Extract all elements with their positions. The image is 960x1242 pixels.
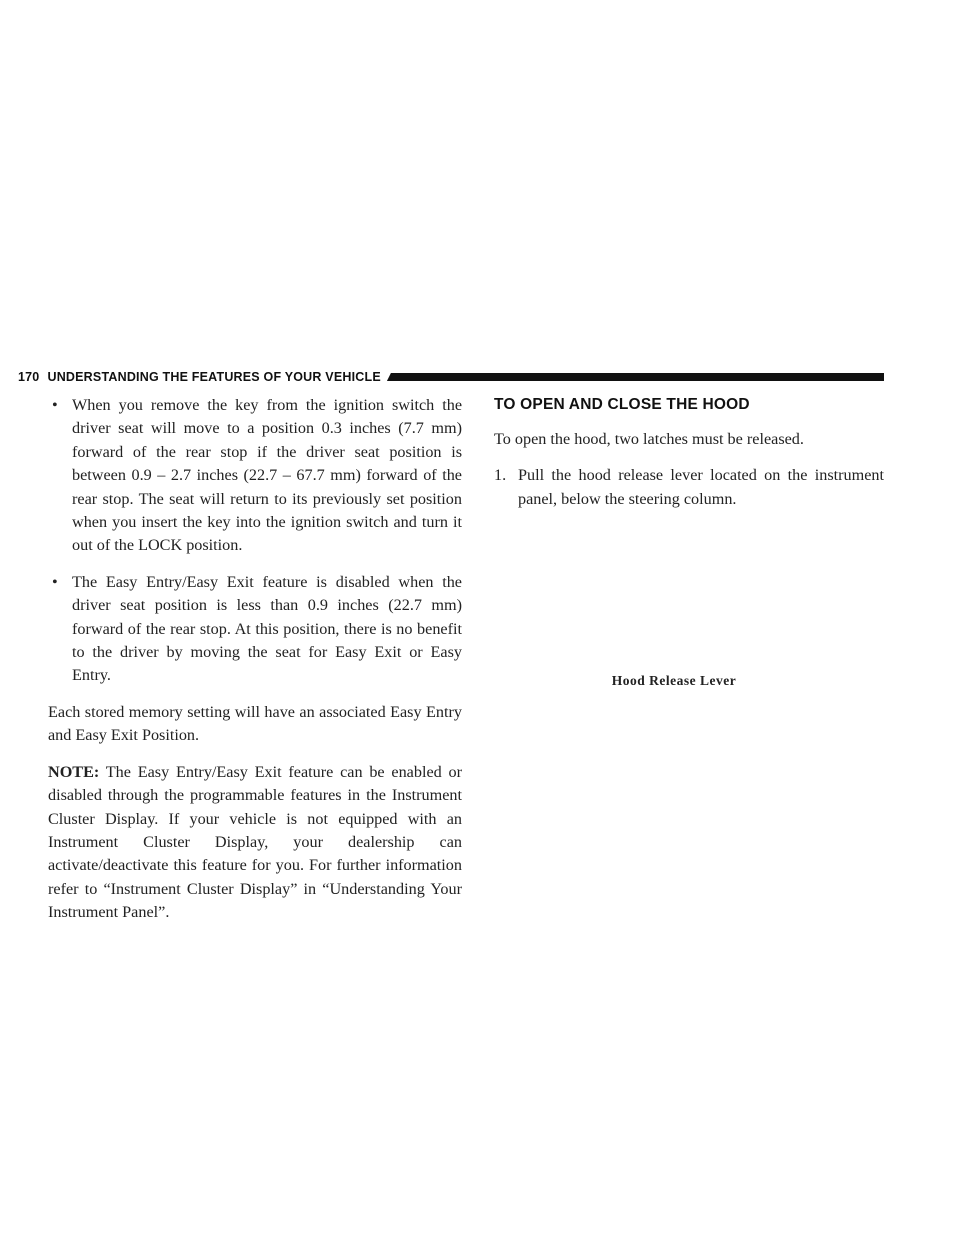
figure-caption: Hood Release Lever — [611, 673, 737, 689]
section-title: UNDERSTANDING THE FEATURES OF YOUR VEHICLE — [47, 370, 381, 384]
note-label: NOTE: — [48, 762, 100, 781]
bullet-text: When you remove the key from the ignition switch the driver seat will move to a position 0.3 inches (7.7 mm) forward of the rear stop if the driver seat position is between 0.9 – 2.7 inches (22.7 – 67.7 mm) forward of the rear stop. The seat will return to its previously set position when you insert the key into the ignition switch and turn it out of the LOCK position. — [72, 396, 462, 555]
step-text: Pull the hood release lever located on the instrument panel, below the steering column. — [518, 466, 884, 508]
note-paragraph — [48, 761, 462, 925]
page-header — [18, 368, 884, 386]
intro-paragraph: To open the hood, two latches must be released. — [494, 430, 804, 448]
body-paragraph: Each stored memory setting will have an associated Easy Entry and Easy Exit Position. — [48, 702, 462, 745]
page-number: 170 — [18, 370, 40, 384]
figure-image-area — [494, 511, 884, 669]
numbered-step — [494, 464, 884, 511]
section-heading: TO OPEN AND CLOSE THE HOOD — [494, 396, 750, 413]
right-column — [494, 394, 884, 693]
step-number: 1. — [494, 466, 507, 485]
header-rule — [387, 373, 884, 381]
bullet-item — [48, 394, 462, 558]
bullet-item — [48, 571, 462, 688]
note-text: The Easy Entry/Easy Exit feature can be enabled or disabled through the programmable features in the Instrument Cluster Display. If your vehicle is not equipped with an Instrument Cluster Display, your dealership can activate/deactivate this feature for you. For further information refer to “Instrument Cluster Display” in “Understanding Your Instrument Panel”. — [48, 762, 462, 922]
bullet-icon: • — [52, 572, 58, 591]
bullet-icon: • — [52, 396, 58, 414]
bullet-text: The Easy Entry/Easy Exit feature is disabled when the driver seat position is less than 0.9 inches (22.7 mm) forward of the rear stop. At this position, there is no benefit to the driver by moving the seat for Easy Exit or Easy Entry. — [72, 572, 462, 685]
left-column — [48, 394, 462, 925]
